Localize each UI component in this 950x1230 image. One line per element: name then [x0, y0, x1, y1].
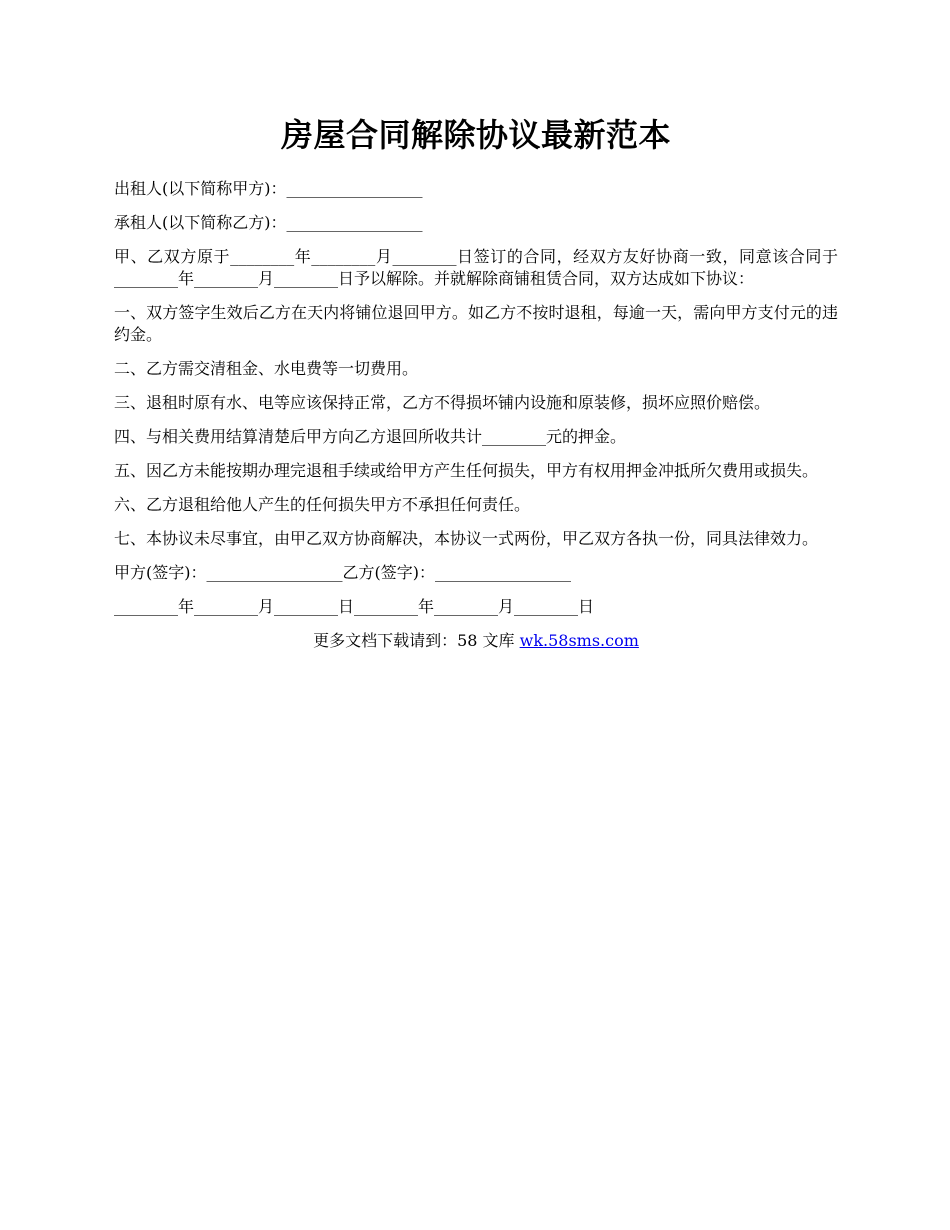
lessee-line: 承租人(以下简称乙方)：_________________	[114, 213, 423, 232]
clause-6: 六、乙方退租给他人产生的任何损失甲方不承担任何责任。	[114, 495, 531, 514]
preamble-paragraph: 甲、乙双方原于________年________月________日签订的合同，经双方友好协商一致，同意该合同于________年________月________日予以解除。并就解除商铺租赁合同，双方达成如下协议：	[114, 247, 838, 288]
date-line: ________年________月________日________年________月________日	[114, 597, 595, 616]
footer-link[interactable]: wk.58sms.com	[519, 631, 639, 650]
clause-1: 一、双方签字生效后乙方在天内将铺位退回甲方。如乙方不按时退租，每逾一天，需向甲方支付元的违约金。	[114, 303, 838, 344]
clause-5: 五、因乙方未能按期办理完退租手续或给甲方产生任何损失，甲方有权用押金冲抵所欠费用或损失。	[114, 461, 819, 480]
clause-4: 四、与相关费用结算清楚后甲方向乙方退回所收共计________元的押金。	[114, 427, 627, 446]
download-footer	[114, 630, 838, 652]
footer-text: 更多文档下载请到：58 文库	[313, 631, 520, 650]
signature-line: 甲方(签字)：_________________乙方(签字)：_________________	[114, 563, 571, 582]
clause-2: 二、乙方需交清租金、水电费等一切费用。	[114, 359, 419, 378]
lessor-line: 出租人(以下简称甲方)：_________________	[114, 179, 423, 198]
clause-7: 七、本协议未尽事宜，由甲乙双方协商解决，本协议一式两份，甲乙双方各执一份，同具法律效力。	[114, 529, 819, 548]
document-title: 房屋合同解除协议最新范本	[280, 116, 671, 154]
clause-3: 三、退租时原有水、电等应该保持正常，乙方不得损坏铺内设施和原装修，损坏应照价赔偿。	[114, 393, 771, 412]
document-body	[114, 110, 838, 652]
